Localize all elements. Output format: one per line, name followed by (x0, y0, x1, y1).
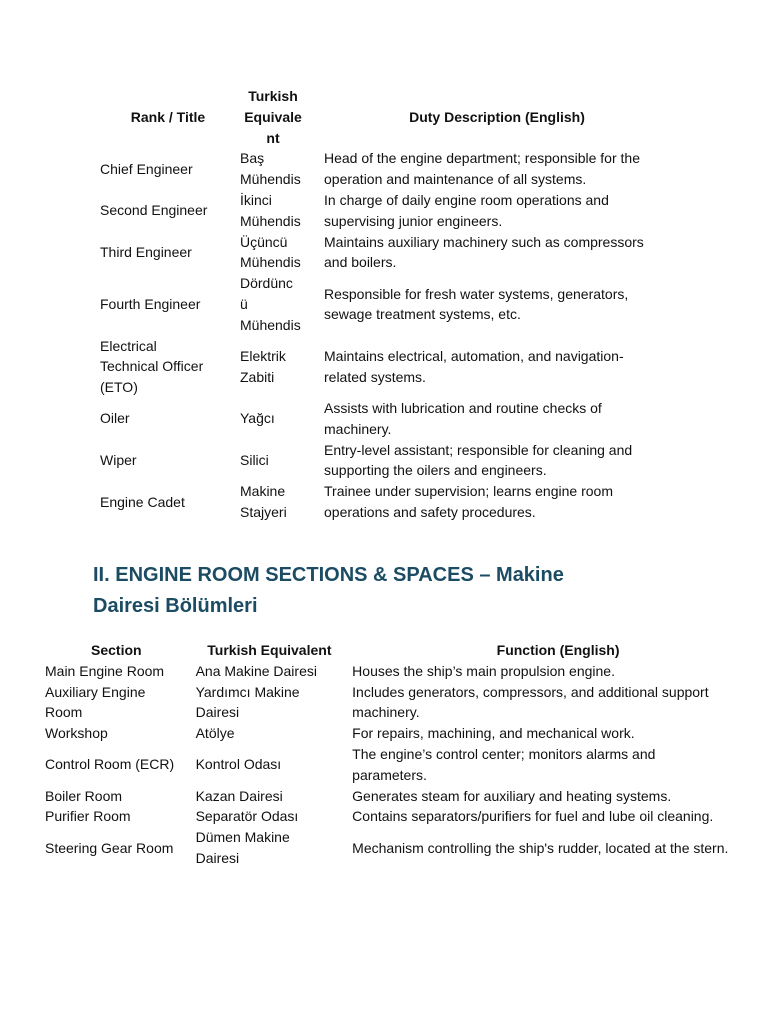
turkish-cell: Kontrol Odası (195, 756, 282, 773)
section-cell: Main Engine Room (45, 662, 165, 679)
duty-column-header: Duty Description (English) (409, 108, 585, 125)
sections-table-header (42, 640, 768, 661)
section-cell: Auxiliary Engine Room (45, 683, 146, 721)
turkish-cell: Makine Stajyeri (240, 483, 287, 520)
function-cell: Mechanism controlling the ship's rudder, located at the stern. (352, 839, 729, 856)
table-row (96, 232, 670, 274)
turkish-cell: İkinci Mühendis (240, 191, 301, 229)
table-row (42, 661, 768, 682)
rank-cell: Engine Cadet (100, 493, 185, 510)
ranks-table-header (96, 86, 670, 148)
turkish-column-header: Turkish Equivale nt (244, 88, 302, 146)
section-cell: Purifier Room (45, 808, 131, 825)
table-row (42, 682, 768, 724)
table-row (42, 786, 768, 807)
turkish-cell: Elektrik Zabiti (240, 347, 286, 385)
duty-cell: Entry-level assistant; responsible for cleaning and supporting the oilers and engineers. (324, 441, 633, 479)
turkish-cell: Kazan Dairesi (195, 787, 283, 804)
duty-cell: Maintains auxiliary machinery such as compressors and boilers. (324, 233, 644, 271)
turkish-cell: Üçüncü Mühendis (240, 233, 301, 271)
section-heading: II. ENGINE ROOM SECTIONS & SPACES – Makine Dairesi Bölümleri (93, 564, 564, 617)
turkish-cell: Dördünc ü Mühendis (240, 275, 301, 333)
turkish-cell: Baş Mühendis (240, 150, 301, 188)
engine-room-sections-table (42, 640, 768, 869)
section-cell: Control Room (ECR) (45, 756, 175, 773)
turkish-column-header: Turkish Equivalent (207, 642, 332, 658)
rank-cell: Oiler (100, 410, 130, 427)
turkish-cell: Yağcı (240, 410, 275, 427)
table-row (96, 190, 670, 232)
rank-cell: Third Engineer (100, 243, 192, 260)
table-row (42, 723, 768, 744)
rank-cell: Second Engineer (100, 202, 208, 219)
rank-column-header: Rank / Title (130, 108, 206, 125)
function-cell: Generates steam for auxiliary and heating systems. (352, 787, 672, 804)
function-cell: Includes generators, compressors, and additional support machinery. (352, 683, 709, 721)
table-row (42, 827, 768, 869)
duty-cell: Responsible for fresh water systems, generators, sewage treatment systems, etc. (324, 285, 629, 323)
duty-cell: Maintains electrical, automation, and navigation- related systems. (324, 347, 624, 385)
turkish-cell: Silici (240, 451, 269, 468)
duty-cell: Trainee under supervision; learns engine room operations and safety procedures. (324, 483, 613, 520)
table-row (96, 398, 670, 440)
table-row (96, 440, 670, 482)
table-row (96, 148, 670, 190)
duty-cell: In charge of daily engine room operations and supervising junior engineers. (324, 191, 609, 229)
duty-cell: Assists with lubrication and routine checks of machinery. (324, 399, 602, 437)
function-cell: Houses the ship’s main propulsion engine. (352, 662, 615, 679)
function-cell: The engine’s control center; monitors alarms and parameters. (352, 745, 656, 783)
section-cell: Steering Gear Room (45, 839, 174, 856)
function-cell: For repairs, machining, and mechanical work. (352, 725, 635, 742)
rank-cell: Wiper (100, 451, 137, 468)
section-cell: Workshop (45, 725, 108, 742)
turkish-cell: Atölye (195, 725, 235, 742)
table-row (96, 481, 670, 523)
engine-ranks-table (96, 86, 670, 523)
turkish-cell: Separatör Odası (195, 808, 299, 825)
duty-cell: Head of the engine department; responsible for the operation and maintenance of all systems. (324, 150, 640, 188)
turkish-cell: Dümen Makine Dairesi (195, 829, 290, 866)
table-row (96, 336, 670, 398)
rank-cell: Electrical Technical Officer (ETO) (100, 337, 204, 396)
rank-cell: Fourth Engineer (100, 295, 201, 312)
table-row (42, 806, 768, 827)
section-cell: Boiler Room (45, 787, 123, 804)
function-column-header: Function (English) (496, 642, 620, 658)
table-row (96, 273, 670, 335)
section-column-header: Section (91, 642, 142, 658)
rank-cell: Chief Engineer (100, 160, 193, 177)
turkish-cell: Ana Makine Dairesi (195, 662, 317, 679)
turkish-cell: Yardımcı Makine Dairesi (195, 683, 300, 721)
function-cell: Contains separators/purifiers for fuel and lube oil cleaning. (352, 808, 714, 825)
table-row (42, 744, 768, 786)
